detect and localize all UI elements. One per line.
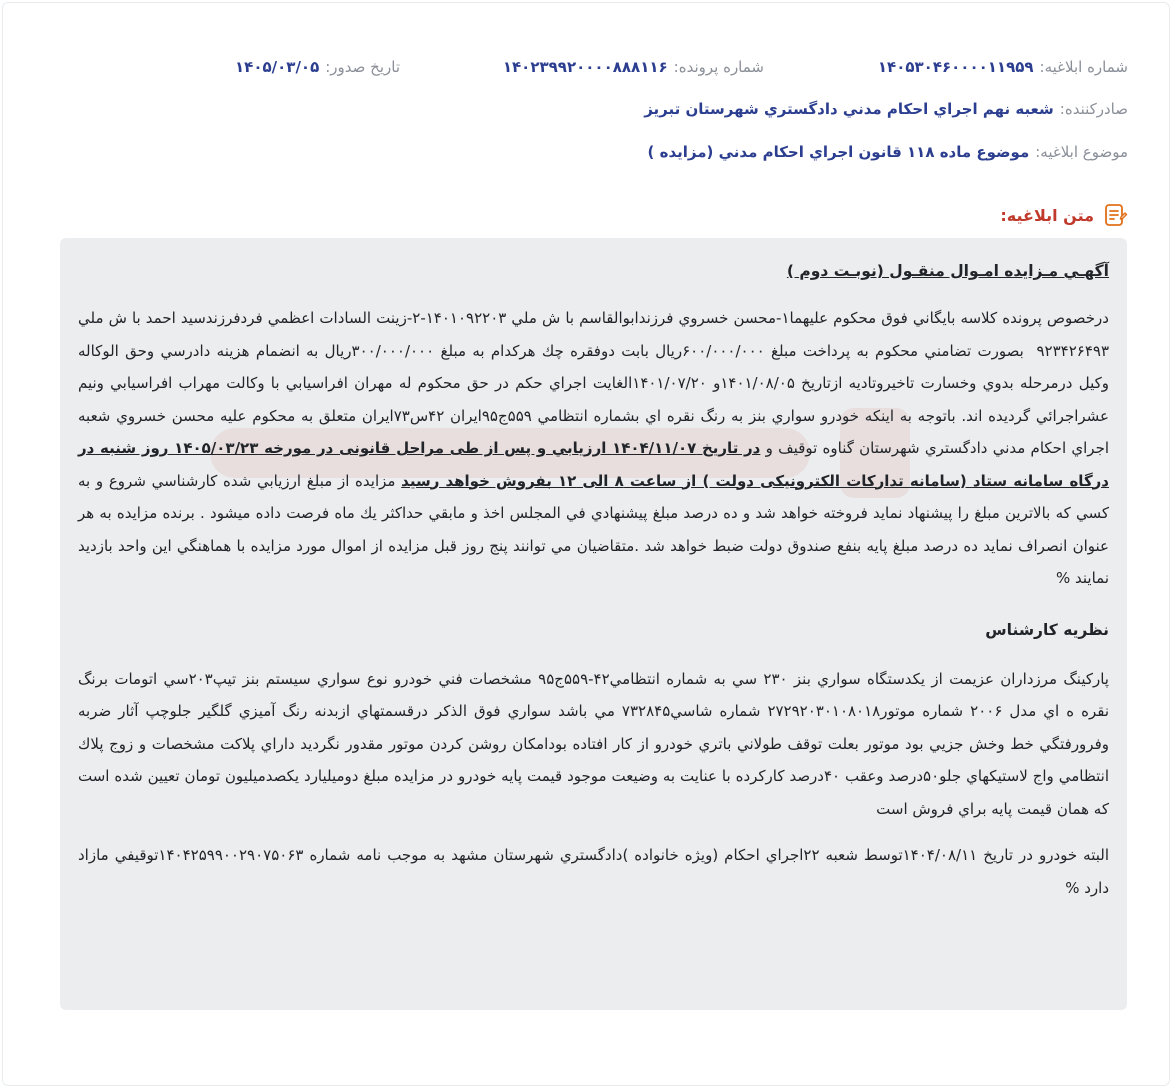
case-number [503,58,764,76]
notice-text-heading [1000,202,1128,228]
subject-row [60,143,1128,161]
notice-number [878,58,1128,76]
announcement-title: آگهـي مـزايده امـوال منقـول (نوبـت دوم ) [786,262,1109,280]
case-number-value: ۱۴۰۲۳۹۹۲۰۰۰۰۸۸۸۱۱۶ [502,58,668,76]
announcement-text-a: درخصوص پرونده كلاسه بايگاني فوق محكوم عليهما۱-محسن خسروي فرزندابوالقاسم با ش ملي ۱۴۰۱‍۰۹۲۲۰۳-۲-زينت السادات اعظمي فردفرزندسيد احمد با ش ملي ۹۲۳۴۲۶۴۹۳ ‍ بصورت تضامني محكوم به پرداخت مبلغ ۶۰۰/۰۰۰/۰۰۰ريال بابت دوفقره چك هركدام به مبلغ ۳۰۰/۰۰۰/۰۰۰ريال به انضمام هزينه دادرسي وحق الوكاله وكيل درمرحله بدوي وخسارت تاخيروتاديه ازتاريخ ۱۴۰۱/۰۸/۰۵و ۱۴۰۱/۰۷/۲۰الغايت اجراي حكم در حق محكوم له مهران افراسيابي با وكالت مهراب افراسيابي ونيم عشراجرائي گرديده اند. باتوجه به اينكه خودرو سواري بنز به رنگ نقره اي بشماره انتظامي ۵۵۹ج۹۵ايران ۴۲س۷۳ايران متعلق به محكوم عليه محسن خسروي شعبه اجراي احكام مدني دادگستري شهرستان گناوه توقيف و [78,309,1110,457]
notice-number-label: شماره ابلاغیه: [1039,58,1128,76]
issuer-row [60,100,1128,118]
seizure-note-paragraph: البته خودرو در تاريخ ۱۴۰۴/۰۸/۱۱توسط شعبه ۲۲اجراي احكام (ويژه خانواده )دادگستري شهرستان مشهد به موجب نامه شماره ۱۴۰۴۲۵۹۹۰۰۲۹۰۷۵۰۶۳توقيفي مازاد دارد % [78,846,1109,897]
issue-date [235,58,400,76]
notice-body-card [60,238,1127,1010]
auction-date-highlight: در تاريخ ۱۴۰۴/۱۱/۰۷ ارزيابي و پس از طی مراحل قانونی در مورخه ۱۴۰۵/۰۳/۲۳ روز شنبه در درگاه سامانه ستاد (سامانه تدارکات الکترونیکی دولت ) از ساعت ۸ الی ۱۲ بفروش خواهد رسيد [78,439,1109,490]
notice-number-value: ۱۴۰۵۳۰۴۶۰۰۰۰۱۱۹۵۹ [877,58,1034,76]
subject-value: موضوع ماده ۱۱۸ قانون اجراي احكام مدني (مزايده ) [647,143,1030,161]
expert-opinion-paragraph: پاركينگ مرزداران عزيمت از يكدستگاه سواري بنز ۲۳۰ سي به شماره انتظامي۴۲-۵۵۹ج۹۵ مشخصات فني خودرو نوع سواري سيستم بنز تيپ۲۰۳سي اتومات برنگ نقره ه اي مدل ۲۰۰۶ شماره موتور۲۷۲۹۲۰۳۰۱۰۸۰۱۸ شماره شاسي۷۳۲۸۴۵ مي باشد سواري فوق الذكر درقسمتهاي ازبدنه رنگ آميزي گلگير جلوچپ آثار ضربه وفرورفتگي خط وخش جزيي بود موتور بعلت توقف طولاني باتري خودرو از كار افتاده بودامكان روشن كردن موتور مقدور نگرديد داراي پلاكت مشخصات و زوج پلاك انتظامي واج لاستيكهاي جلو۵۰درصد وعقب ۴۰درصد كاركرده با عنايت به وضيعت موجود قيمت پايه خودرو در مزايده مبلغ دوميليارد يكصدميليون تومان تعيين شده است كه همان قيمت پايه براي فروش است [78,669,1109,818]
issue-date-label: تاریخ صدور: [325,58,400,76]
notice-text-title: متن ابلاغیه: [1000,205,1094,225]
issue-date-value: ۱۴۰۵/۰۳/۰۵ [235,58,320,76]
expert-opinion-heading: نظريه كارشناس [985,620,1109,639]
issuer-label: صادرکننده: [1059,100,1128,118]
subject-label: موضوع ابلاغیه: [1035,143,1128,161]
document-text-icon [1102,202,1128,228]
announcement-paragraph [78,302,1109,595]
announcement-text-c: مزايده از مبلغ ارزيابي شده كارشناسي شروع و به كسي كه بالاترين مبلغ را پيشنهاد نمايد فروخته خواهد شد و ده درصد مبلغ پيشنهادي في المجلس اخذ و مابقي حداكثر يك ماه فرصت داده ميشود . برنده مزايده به هر عنوان انصراف نمايد ده درصد مبلغ پايه بنفع صندوق دولت ضبط خواهد شد .متقاضيان مي توانند پنج روز قبل مزايده از اموال مورد مزايده با هماهنگي اين واحد بازديد نمايند % [78,471,1109,587]
case-number-label: شماره پرونده: [673,58,764,76]
issuer-value: شعبه نهم اجراي احكام مدني دادگستري شهرستان تبريز [644,100,1054,118]
